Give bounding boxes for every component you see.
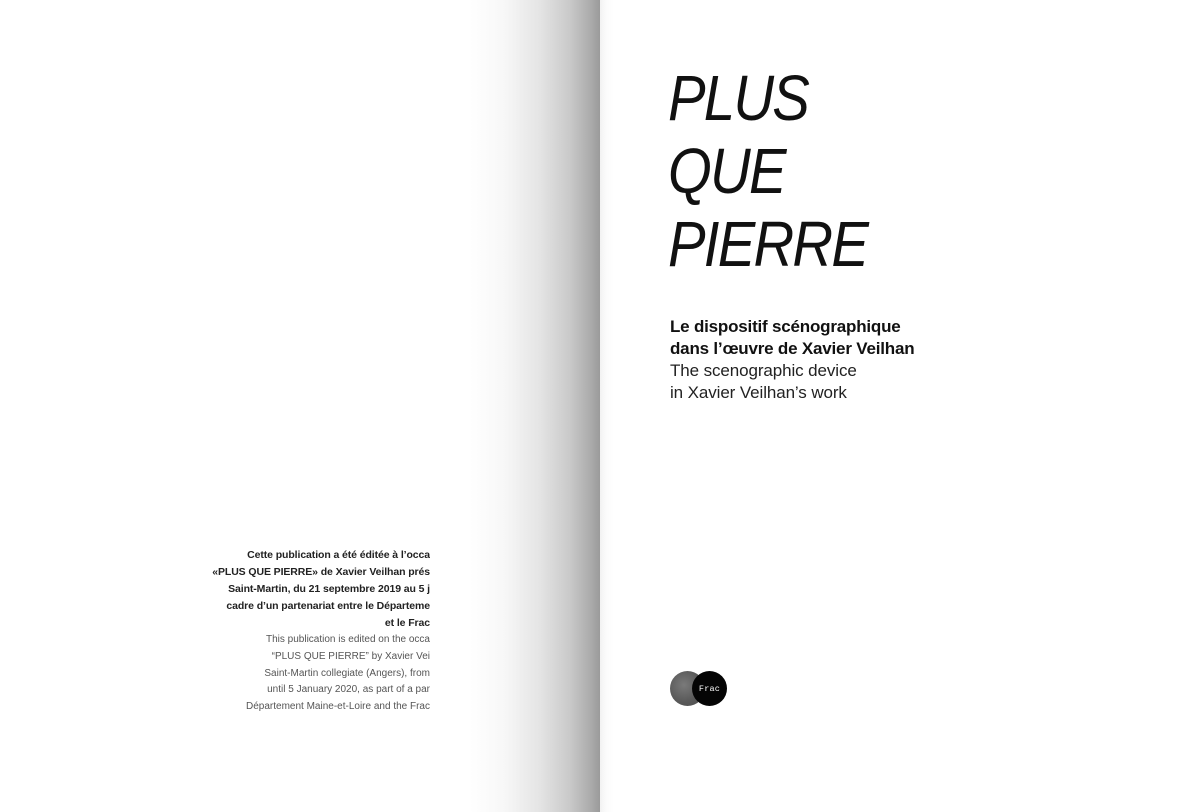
- book-title: [668, 62, 867, 281]
- colophon-fr-line-1: Cette publication a été éditée à l’occa: [247, 549, 430, 561]
- colophon-en-line-1: This publication is edited on the occa: [266, 634, 430, 645]
- subtitle-en-line-1: The scenographic device: [670, 361, 857, 380]
- title-line-2: QUE: [668, 135, 785, 207]
- colophon-fr-line-5: et le Frac: [384, 617, 430, 629]
- title-line-3: PIERRE: [668, 208, 868, 280]
- colophon-fr-line-4: cadre d’un partenariat entre le Départeme: [226, 600, 430, 612]
- logo-text: Frac: [698, 683, 721, 694]
- subtitle-fr-line-1: Le dispositif scénographique: [670, 317, 901, 336]
- frac-logo: [670, 670, 730, 708]
- colophon-en-line-5: Département Maine-et-Loire and the Frac: [246, 701, 430, 713]
- title-line-1: PLUS: [668, 62, 809, 134]
- colophon: [210, 547, 430, 716]
- colophon-fr-line-3: Saint-Martin, du 21 septembre 2019 au 5 j: [228, 583, 430, 595]
- colophon-en-line-3: Saint-Martin collegiate (Angers), from: [264, 667, 430, 679]
- colophon-en-line-2: “PLUS QUE PIERRE” by Xavier Vei: [271, 650, 430, 662]
- colophon-en-line-4: until 5 January 2020, as part of a par: [267, 684, 430, 696]
- colophon-fr-line-2: «PLUS QUE PIERRE» de Xavier Veilhan prés: [212, 566, 430, 578]
- subtitle-fr-line-2: dans l’œuvre de Xavier Veilhan: [670, 339, 915, 358]
- logo-black-disc: [692, 671, 727, 706]
- subtitle-en-line-2: in Xavier Veilhan’s work: [670, 383, 847, 402]
- book-subtitle: [670, 316, 914, 404]
